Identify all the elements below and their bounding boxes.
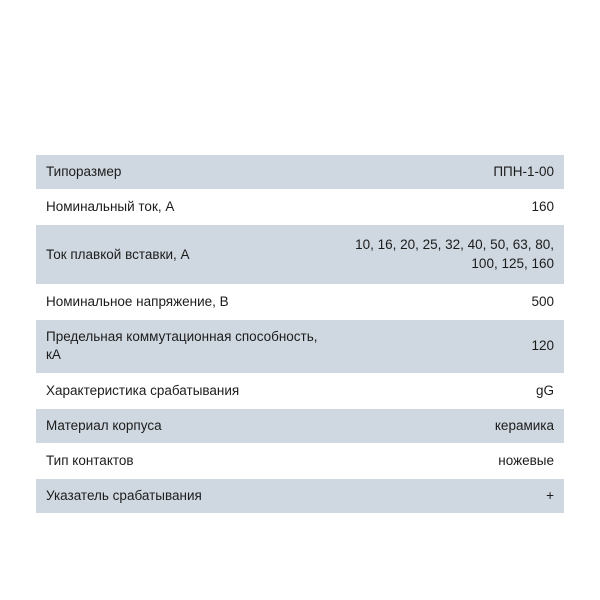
spec-value: + — [546, 488, 554, 504]
spec-value: 120 — [531, 338, 554, 354]
specifications-table — [36, 155, 564, 514]
spec-value: 160 — [531, 199, 554, 215]
table-row — [36, 373, 564, 408]
spec-label: Тип контактов — [46, 452, 134, 468]
table-row — [36, 284, 564, 319]
specifications-table-body — [36, 155, 564, 514]
spec-label: Номинальный ток, А — [46, 199, 175, 215]
spec-label: Указатель срабатывания — [46, 488, 202, 504]
spec-label: Номинальное напряжение, В — [46, 293, 229, 309]
spec-label: Характеристика срабатывания — [46, 382, 240, 398]
spec-label: Материал корпуса — [46, 417, 162, 433]
spec-value: gG — [535, 382, 554, 398]
table-row — [36, 443, 564, 478]
spec-label: Предельная коммутационная способность, кА — [46, 329, 318, 363]
table-row — [36, 479, 564, 514]
spec-value: ножевые — [498, 452, 554, 468]
table-row — [36, 320, 564, 373]
table-row — [36, 408, 564, 443]
spec-value: ППН-1-00 — [493, 164, 554, 179]
spec-label: Ток плавкой вставки, А — [46, 246, 190, 262]
spec-value: керамика — [494, 417, 554, 433]
table-row — [36, 190, 564, 225]
spec-value: 500 — [531, 293, 554, 309]
spec-label: Типоразмер — [46, 164, 122, 179]
table-row — [36, 155, 564, 190]
spec-value: 10, 16, 20, 25, 32, 40, 50, 63, 80, 100, 125, 160 — [355, 237, 554, 271]
table-row — [36, 225, 564, 284]
